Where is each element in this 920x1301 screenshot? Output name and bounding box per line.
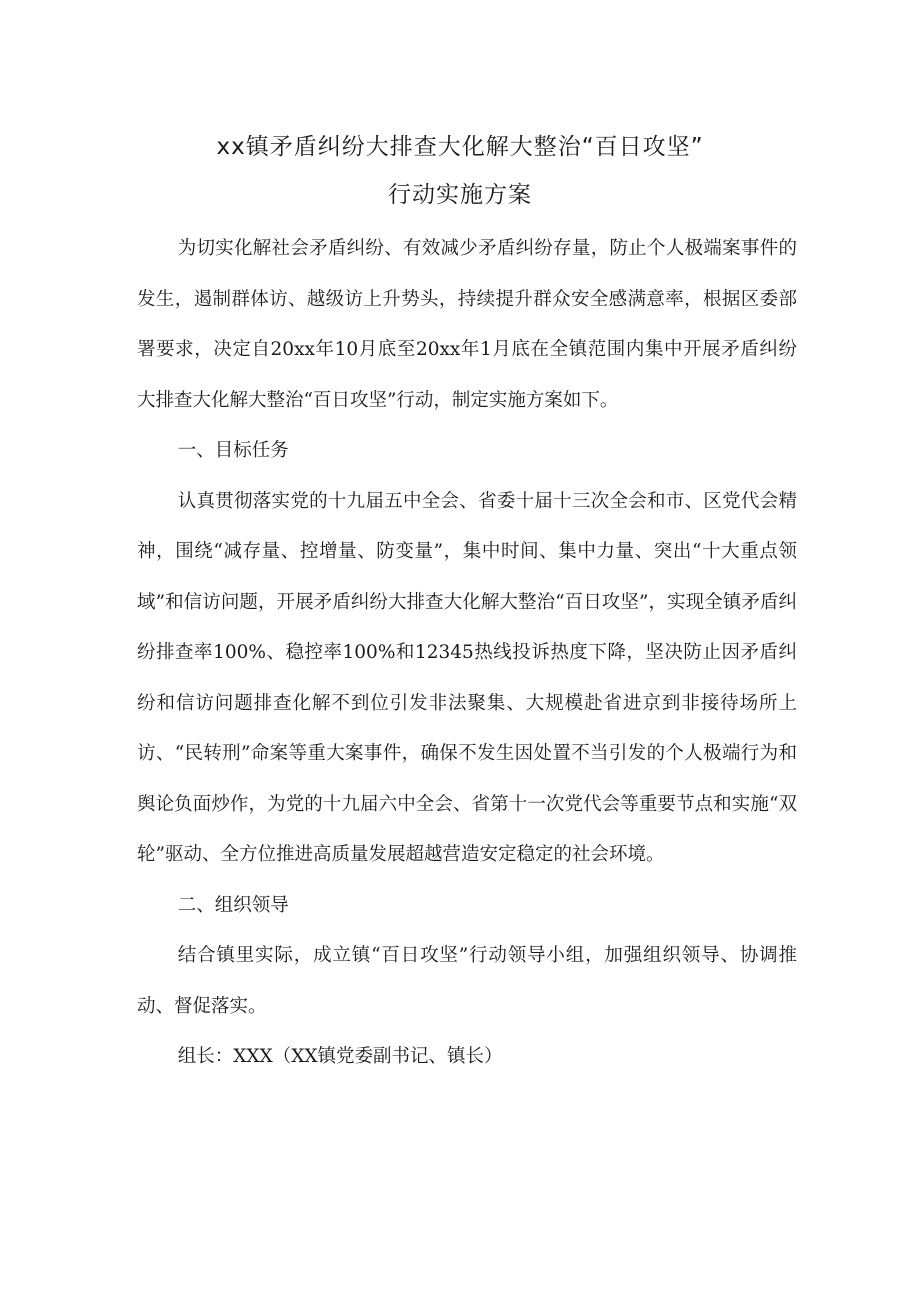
section-1-heading: 一、目标任务 xyxy=(177,440,289,461)
section-2-heading: 二、组织领导 xyxy=(177,894,289,916)
section-2-paragraph: 结合镇里实际，成立镇“百日攻坚”行动领导小组，加强组织领导、协调推动、督促落实。 xyxy=(137,945,797,1017)
intro-paragraph: 为切实化解社会矛盾纠纷、有效减少矛盾纠纷存量，防止个人极端案事件的发生，遏制群体访、越级访上升势头，持续提升群众安全感满意率，根据区委部署要求，决定自20xx年10月底至20xx年1月底在全镇范围内集中开展矛盾纠纷大排查大化解大整治“百日攻坚”行动，制定实施方案如下。 xyxy=(137,238,797,411)
leader-line: 组长：XXX（XX镇党委副书记、镇长） xyxy=(177,1046,503,1067)
document-title-line-1: xx镇矛盾纠纷大排查大化解大整治“百日攻坚” xyxy=(216,134,704,160)
document-body xyxy=(137,224,797,1083)
section-1-paragraph: 认真贯彻落实党的十九届五中全会、省委十届十三次全会和市、区党代会精神，围绕“减存量、控增量、防变量”，集中时间、集中力量、突出“十大重点领域”和信访问题，开展矛盾纠纷大排查大化解大整治“百日攻坚”，实现全镇矛盾纠纷排查率100%、稳控率100%和12345热线投诉热度下降，坚决防止因矛盾纠纷和信访问题排查化解不到位引发非法聚集、大规模赴省进京到非接待场所上访、“民转刑”命案等重大案事件，确保不发生因处置不当引发的个人极端行为和舆论负面炒作，为党的十九届六中全会、省第十一次党代会等重要节点和实施“双轮”驱动、全方位推进高质量发展超越营造安定稳定的社会环境。 xyxy=(137,490,797,865)
document-title-line-2: 行动实施方案 xyxy=(388,182,532,208)
